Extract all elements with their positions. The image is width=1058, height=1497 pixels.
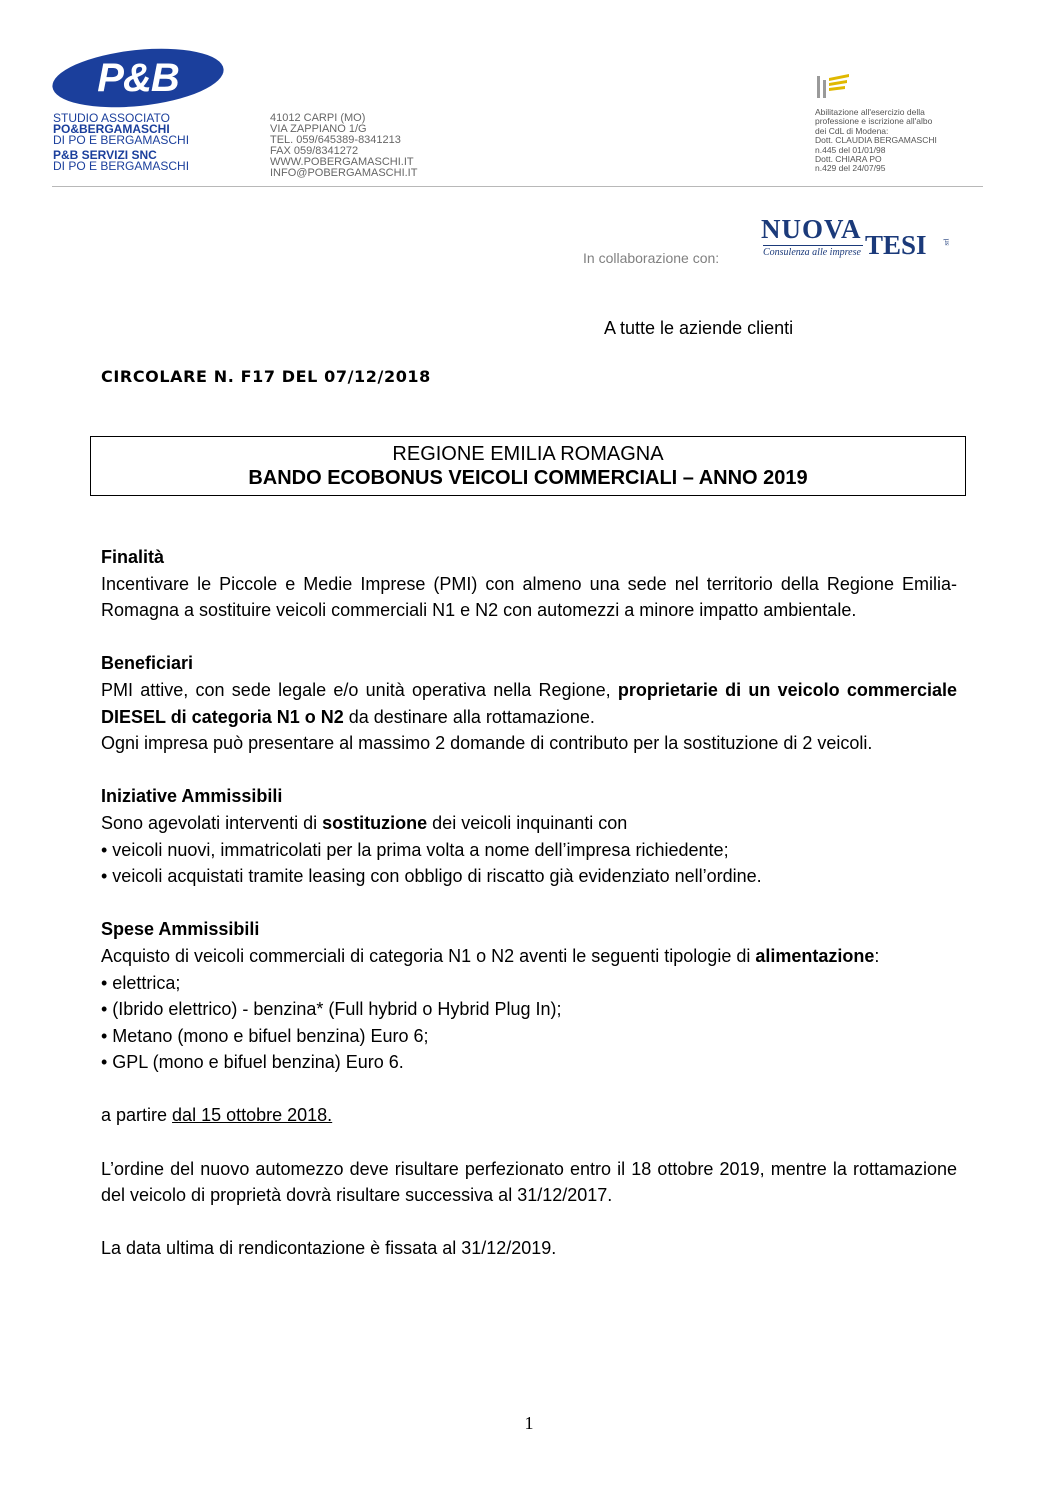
list-item: • veicoli nuovi, immatricolati per la prima volta a nome dell’impresa richiedente; xyxy=(101,839,729,860)
nuova-tesi-name-bottom: TESI xyxy=(865,230,927,260)
recipient: A tutte le aziende clienti xyxy=(604,318,794,338)
cdl-line: professione e iscrizione all'albo xyxy=(815,116,933,127)
list-item: • GPL (mono e bifuel benzina) Euro 6. xyxy=(101,1052,404,1073)
studio-line: STUDIO ASSOCIATO xyxy=(53,111,170,125)
title-region: REGIONE EMILIA ROMAGNA xyxy=(392,443,664,465)
spese-from-date xyxy=(101,1102,957,1129)
nuova-tesi-logo xyxy=(761,214,961,262)
cdl-line: Dott. CLAUDIA BERGAMASCHI xyxy=(815,135,937,146)
studio-line: DI PO E BERGAMASCHI xyxy=(53,133,190,147)
nuova-tesi-tagline: Consulenza alle imprese xyxy=(763,247,861,258)
spese-intro-bold: alimentazione xyxy=(755,945,875,966)
spese-order-text: L’ordine del nuovo automezzo deve risultare perfezionato entro il 18 ottobre 2019, mentre la rottamazione del veicolo di proprietà dovrà risultare successiva al 31/12/2017. xyxy=(101,1158,957,1206)
address-line: WWW.POBERGAMASCHI.IT xyxy=(270,156,414,168)
iniziative-intro-after: dei veicoli inquinanti con xyxy=(427,812,628,833)
nuova-tesi-name-top: NUOVA xyxy=(761,214,862,244)
cdl-line: Dott. CHIARA PO xyxy=(815,154,882,165)
list-item: • elettrica; xyxy=(101,972,181,993)
section-heading-beneficiari: Beneficiari xyxy=(101,653,194,674)
title-bando: BANDO ECOBONUS VEICOLI COMMERCIALI – ANNO 2019 xyxy=(248,467,808,489)
address-line: 41012 CARPI (MO) xyxy=(270,112,366,124)
title-box xyxy=(90,436,966,496)
page-number: 1 xyxy=(524,1413,534,1433)
address-line: VIA ZAPPIANO 1/G xyxy=(270,123,367,135)
section-heading-finalita: Finalità xyxy=(101,547,165,567)
section-heading-iniziative: Iniziative Ammissibili xyxy=(101,786,283,807)
iniziative-intro xyxy=(101,810,957,837)
beneficiari-text-after: da destinare alla rottamazione. xyxy=(343,706,595,727)
header-divider xyxy=(52,186,983,187)
finalita-text: Incentivare le Piccole e Medie Imprese (PMI) con almeno una sede nel territorio della Regione Emilia-Romagna a sostituire veicoli commerciali N1 e N2 con automezzi a minore impatto ambientale. xyxy=(101,573,957,621)
list-item: • Metano (mono e bifuel benzina) Euro 6; xyxy=(101,1025,429,1046)
studio-line: PO&BERGAMASCHI xyxy=(53,122,170,136)
cdl-block xyxy=(815,108,1005,174)
section-heading-spese: Spese Ammissibili xyxy=(101,919,260,940)
spese-intro-after: : xyxy=(874,945,880,966)
address-line: FAX 059/8341272 xyxy=(270,145,359,157)
circolare-number: CIRCOLARE N. F17 DEL 07/12/2018 xyxy=(101,367,431,386)
beneficiari-text-2: Ogni impresa può presentare al massimo 2 domande di contributo per la sostituzione di 2 veicoli. xyxy=(101,733,873,754)
address-line: TEL. 059/645389-8341213 xyxy=(270,134,401,146)
cdl-line: Abilitazione all'esercizio della xyxy=(815,107,925,117)
spese-deadline-text: La data ultima di rendicontazione è fissata al 31/12/2019. xyxy=(101,1238,557,1259)
address-block xyxy=(270,113,490,179)
spese-intro-before: Acquisto di veicoli commerciali di categoria N1 o N2 aventi le seguenti tipologie di xyxy=(101,945,756,966)
pb-logo xyxy=(52,50,224,106)
pb-logo-text: P&B xyxy=(97,56,179,100)
studio-line: DI PO E BERGAMASCHI xyxy=(53,159,190,173)
nuova-tesi-underline xyxy=(763,245,863,246)
beneficiari-text-before: PMI attive, con sede legale e/o unità operativa nella Regione, xyxy=(101,679,618,700)
spese-from-before: a partire xyxy=(101,1105,173,1126)
beneficiari-text-bold: proprietarie di un veicolo commerciale DIESEL di categoria N1 o N2 xyxy=(101,679,957,727)
spese-from-underlined: dal 15 ottobre 2018. xyxy=(172,1105,333,1126)
spese-intro xyxy=(101,943,957,970)
studio-line: P&B SERVIZI SNC xyxy=(53,148,157,162)
nuova-tesi-suffix: srl xyxy=(942,238,951,246)
iniziative-intro-before: Sono agevolati interventi di xyxy=(101,812,323,833)
document-body xyxy=(101,544,957,1262)
collaboration-label: In collaborazione con: xyxy=(583,250,720,266)
beneficiari-text xyxy=(101,677,957,730)
cdl-line: dei CdL di Modena: xyxy=(815,125,889,136)
cdl-line: n.445 del 01/01/98 xyxy=(815,144,886,155)
cdl-logo-icon xyxy=(815,74,855,102)
cdl-line: n.429 del 24/07/95 xyxy=(815,163,886,174)
list-item: • veicoli acquistati tramite leasing con obbligo di riscatto già evidenziato nell’ordine. xyxy=(101,866,762,887)
iniziative-intro-bold: sostituzione xyxy=(322,812,428,833)
address-line: INFO@POBERGAMASCHI.IT xyxy=(270,167,418,179)
studio-block xyxy=(53,113,253,172)
list-item: • (Ibrido elettrico) - benzina* (Full hybrid o Hybrid Plug In); xyxy=(101,999,562,1020)
